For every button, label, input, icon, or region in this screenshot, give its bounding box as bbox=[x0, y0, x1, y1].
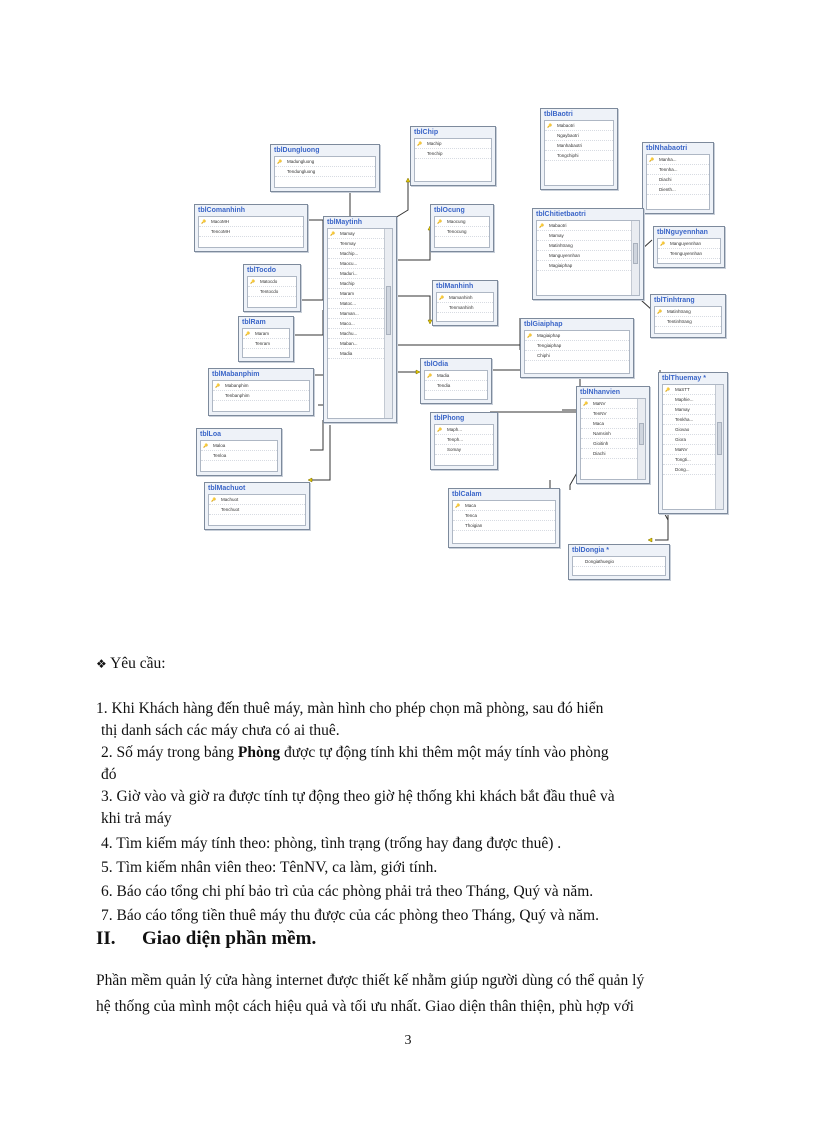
table-field: Tenmanhinh bbox=[437, 303, 493, 313]
table-field: Dienth... bbox=[647, 185, 709, 195]
primary-key-field: 🔑 Manha... bbox=[647, 155, 709, 165]
table-box bbox=[432, 280, 498, 326]
table-fields bbox=[434, 216, 490, 248]
table-title: tblChitietbaotri bbox=[536, 211, 586, 218]
requirements-heading bbox=[96, 655, 166, 673]
table-box bbox=[650, 294, 726, 338]
requirements-heading-text: Yêu cầu: bbox=[110, 655, 166, 672]
table-field: Tenram bbox=[243, 339, 289, 349]
table-fields bbox=[200, 440, 278, 472]
table-field: Mamay bbox=[663, 405, 723, 415]
primary-key-field: 🔑 Madia bbox=[425, 371, 487, 381]
table-fields bbox=[646, 154, 710, 210]
table-fields bbox=[212, 380, 310, 412]
table-fields bbox=[662, 384, 724, 510]
primary-key-field: 🔑 Manguyennhan bbox=[658, 239, 720, 249]
table-field: Tongchiphi bbox=[545, 151, 613, 161]
table-fields bbox=[424, 370, 488, 400]
table-field: Tennguyennhan bbox=[658, 249, 720, 259]
primary-key-field: 🔑 Machuot bbox=[209, 495, 305, 505]
table-title: tblBaotri bbox=[544, 111, 573, 118]
primary-key-field: 🔑 MaSTT bbox=[663, 385, 723, 395]
table-fields bbox=[452, 500, 556, 544]
table-box bbox=[532, 208, 644, 300]
table-fields bbox=[327, 228, 393, 419]
table-title: tblThuemay * bbox=[662, 375, 706, 382]
table-field: Tennha... bbox=[647, 165, 709, 175]
diamond-bullet-icon: ❖ bbox=[96, 657, 107, 671]
requirement-line-7: 7. Báo cáo tổng tiền thuê máy thu được của các phòng theo Tháng, Quý và năm. bbox=[101, 907, 599, 924]
requirement-line-1b: thị danh sách các máy chưa có ai thuê. bbox=[101, 722, 340, 739]
table-box bbox=[194, 204, 308, 252]
table-box bbox=[420, 358, 492, 404]
table-box bbox=[520, 318, 634, 378]
table-fields bbox=[524, 330, 630, 374]
requirement-line-1: 1. Khi Khách hàng đến thuê máy, màn hình cho phép chọn mã phòng, sau đó hiển bbox=[96, 700, 604, 717]
table-fields bbox=[654, 306, 722, 334]
requirement-line-3: 3. Giờ vào và giờ ra được tính tự động theo giờ hệ thống khi khách bắt đầu thuê và bbox=[101, 788, 615, 805]
table-scrollbar bbox=[715, 385, 723, 509]
table-title: tblOdia bbox=[424, 361, 449, 368]
table-field: Tongti... bbox=[663, 455, 723, 465]
table-field: Tendia bbox=[425, 381, 487, 391]
primary-key-field: 🔑 MaNV bbox=[581, 399, 645, 409]
primary-key-field: 🔑 Maram bbox=[243, 329, 289, 339]
table-title: tblDongia * bbox=[572, 547, 609, 554]
table-title: tblCalam bbox=[452, 491, 482, 498]
requirement-2-text-a: 2. Số máy trong bảng bbox=[101, 744, 238, 761]
table-box bbox=[270, 144, 380, 192]
table-field: Tenloa bbox=[201, 451, 277, 461]
table-title: tblLoa bbox=[200, 431, 221, 438]
table-box bbox=[243, 264, 301, 312]
table-field: Chiphi bbox=[525, 351, 629, 361]
table-field: Tenca bbox=[453, 511, 555, 521]
table-field: Namsinh bbox=[581, 429, 645, 439]
table-field: Tendungluong bbox=[275, 167, 375, 177]
requirement-line-2b: đó bbox=[101, 766, 117, 783]
table-title: tblNhabaotri bbox=[646, 145, 688, 152]
primary-key-field: 🔑 Maca bbox=[453, 501, 555, 511]
table-fields bbox=[242, 328, 290, 358]
table-title: tblManhinh bbox=[436, 283, 474, 290]
paragraph-line-2: hệ thống của mình một cách hiệu quả và tối ưu nhất. Giao diện thân thiện, phù hợp với bbox=[96, 998, 634, 1015]
table-box bbox=[196, 428, 282, 476]
primary-key-field: 🔑 MacoMH bbox=[199, 217, 303, 227]
requirement-line-6: 6. Báo cáo tổng chi phí bảo trì của các phòng phải trả theo Tháng, Quý và năm. bbox=[101, 883, 594, 900]
table-title: tblMaytinh bbox=[327, 219, 362, 226]
page-number: 3 bbox=[404, 1033, 412, 1048]
table-title: tblNhanvien bbox=[580, 389, 621, 396]
table-field: Maman... bbox=[328, 309, 392, 319]
table-field: Maphie... bbox=[663, 395, 723, 405]
table-field: MaNV bbox=[663, 445, 723, 455]
table-field: Thoigian bbox=[453, 521, 555, 531]
table-title: tblMabanphim bbox=[212, 371, 260, 378]
table-box bbox=[658, 372, 728, 514]
primary-key-field: 🔑 Matocdo bbox=[248, 277, 296, 287]
primary-key-field: 🔑 Machip bbox=[415, 139, 491, 149]
table-field: Madia bbox=[328, 349, 392, 359]
table-field: Matoc... bbox=[328, 299, 392, 309]
table-box bbox=[410, 126, 496, 186]
table-box bbox=[576, 386, 650, 484]
table-title: tblRam bbox=[242, 319, 266, 326]
table-fields bbox=[198, 216, 304, 248]
table-field: Dong... bbox=[663, 465, 723, 475]
primary-key-field: 🔑 Maloa bbox=[201, 441, 277, 451]
table-field: Somay bbox=[435, 445, 493, 455]
table-field: Maram bbox=[328, 289, 392, 299]
table-box bbox=[540, 108, 618, 190]
section-heading bbox=[96, 928, 316, 950]
table-field: Maco... bbox=[328, 319, 392, 329]
primary-key-field: 🔑 Mabaotri bbox=[545, 121, 613, 131]
table-field: Machu... bbox=[328, 329, 392, 339]
primary-key-field: 🔑 Mabaotri bbox=[537, 221, 639, 231]
requirement-line-4: 4. Tìm kiếm máy tính theo: phòng, tình trạng (trống hay đang được thuê) . bbox=[101, 835, 562, 852]
table-title: tblDungluong bbox=[274, 147, 320, 154]
table-box bbox=[653, 226, 725, 268]
table-title: tblMachuot bbox=[208, 485, 246, 492]
table-field: Maban... bbox=[328, 339, 392, 349]
table-field: Tenph... bbox=[435, 435, 493, 445]
table-box bbox=[642, 142, 714, 214]
table-title: tblNguyennhan bbox=[657, 229, 708, 236]
table-title: tblGiaiphap bbox=[524, 321, 563, 328]
table-box bbox=[238, 316, 294, 362]
table-fields bbox=[657, 238, 721, 264]
table-field: Giora bbox=[663, 435, 723, 445]
table-field: Tenkha... bbox=[663, 415, 723, 425]
table-fields bbox=[536, 220, 640, 296]
table-field: Maca bbox=[581, 419, 645, 429]
table-field: TenNV bbox=[581, 409, 645, 419]
table-field: Tengiaiphap bbox=[525, 341, 629, 351]
table-box bbox=[208, 368, 314, 416]
table-field: Manhabaotri bbox=[545, 141, 613, 151]
table-title: tblChip bbox=[414, 129, 439, 136]
table-field: Dongiathuegio bbox=[573, 557, 665, 567]
table-fields bbox=[414, 138, 492, 182]
table-title: tblComanhinh bbox=[198, 207, 246, 214]
table-fields bbox=[434, 424, 494, 466]
table-title: tblOcung bbox=[434, 207, 465, 214]
table-field: Mamay bbox=[537, 231, 639, 241]
table-field: Manguyennhan bbox=[537, 251, 639, 261]
requirement-line-3b: khi trả máy bbox=[101, 810, 172, 827]
table-field: Giovao bbox=[663, 425, 723, 435]
table-box bbox=[448, 488, 560, 548]
primary-key-field: 🔑 Madungluong bbox=[275, 157, 375, 167]
table-fields bbox=[274, 156, 376, 188]
database-diagram bbox=[190, 100, 735, 580]
table-scrollbar bbox=[637, 399, 645, 479]
table-fields bbox=[572, 556, 666, 576]
table-field: Machip... bbox=[328, 249, 392, 259]
requirement-line-5: 5. Tìm kiếm nhân viên theo: TênNV, ca làm, giới tính. bbox=[101, 859, 438, 876]
table-fields bbox=[580, 398, 646, 480]
table-box bbox=[204, 482, 310, 530]
requirement-2-bold-phong: Phòng bbox=[237, 744, 281, 761]
table-field: Maocu... bbox=[328, 259, 392, 269]
primary-key-field: 🔑 Matinhtrang bbox=[655, 307, 721, 317]
table-title: tblTocdo bbox=[247, 267, 277, 274]
table-scrollbar bbox=[384, 229, 392, 418]
table-field: Tenbanphim bbox=[213, 391, 309, 401]
table-scrollbar bbox=[631, 221, 639, 295]
table-field: Tenchuot bbox=[209, 505, 305, 515]
table-field: Tenchip bbox=[415, 149, 491, 159]
table-box bbox=[430, 412, 498, 470]
requirement-line-2 bbox=[101, 742, 609, 764]
primary-key-field: 🔑 Maocung bbox=[435, 217, 489, 227]
primary-key-field: 🔑 Mamay bbox=[328, 229, 392, 239]
primary-key-field: 🔑 Maph... bbox=[435, 425, 493, 435]
table-field: Magiaiphap bbox=[537, 261, 639, 271]
table-title: tblPhong bbox=[434, 415, 465, 422]
table-field: Machip bbox=[328, 279, 392, 289]
table-field: Ngaybaotri bbox=[545, 131, 613, 141]
table-fields bbox=[208, 494, 306, 526]
table-field: Tenocung bbox=[435, 227, 489, 237]
requirement-2-text-b: được tự động tính khi thêm một máy tính vào phòng bbox=[280, 744, 609, 761]
table-box bbox=[323, 216, 397, 423]
table-field: Tentinhtrang bbox=[655, 317, 721, 327]
table-field: Matinhtrang bbox=[537, 241, 639, 251]
primary-key-field: 🔑 Mabanphim bbox=[213, 381, 309, 391]
table-fields bbox=[436, 292, 494, 322]
table-field: Tentocdo bbox=[248, 287, 296, 297]
table-box bbox=[568, 544, 670, 580]
table-field: Gioitinh bbox=[581, 439, 645, 449]
intro-paragraph bbox=[96, 968, 720, 1020]
table-title: tblTinhtrang bbox=[654, 297, 695, 304]
table-box bbox=[430, 204, 494, 252]
table-field: TencoMH bbox=[199, 227, 303, 237]
primary-key-field: 🔑 Mamanhinh bbox=[437, 293, 493, 303]
section-title: Giao diện phần mềm. bbox=[142, 928, 317, 949]
table-field: Diachi bbox=[647, 175, 709, 185]
table-fields bbox=[544, 120, 614, 186]
table-field: Tenmay bbox=[328, 239, 392, 249]
table-fields bbox=[247, 276, 297, 308]
section-number: II. bbox=[96, 928, 116, 949]
table-field: Diachi bbox=[581, 449, 645, 459]
table-field: Maduri... bbox=[328, 269, 392, 279]
primary-key-field: 🔑 Magiaiphap bbox=[525, 331, 629, 341]
paragraph-line-1: Phần mềm quản lý cửa hàng internet được thiết kế nhằm giúp người dùng có thể quản lý bbox=[96, 972, 645, 989]
